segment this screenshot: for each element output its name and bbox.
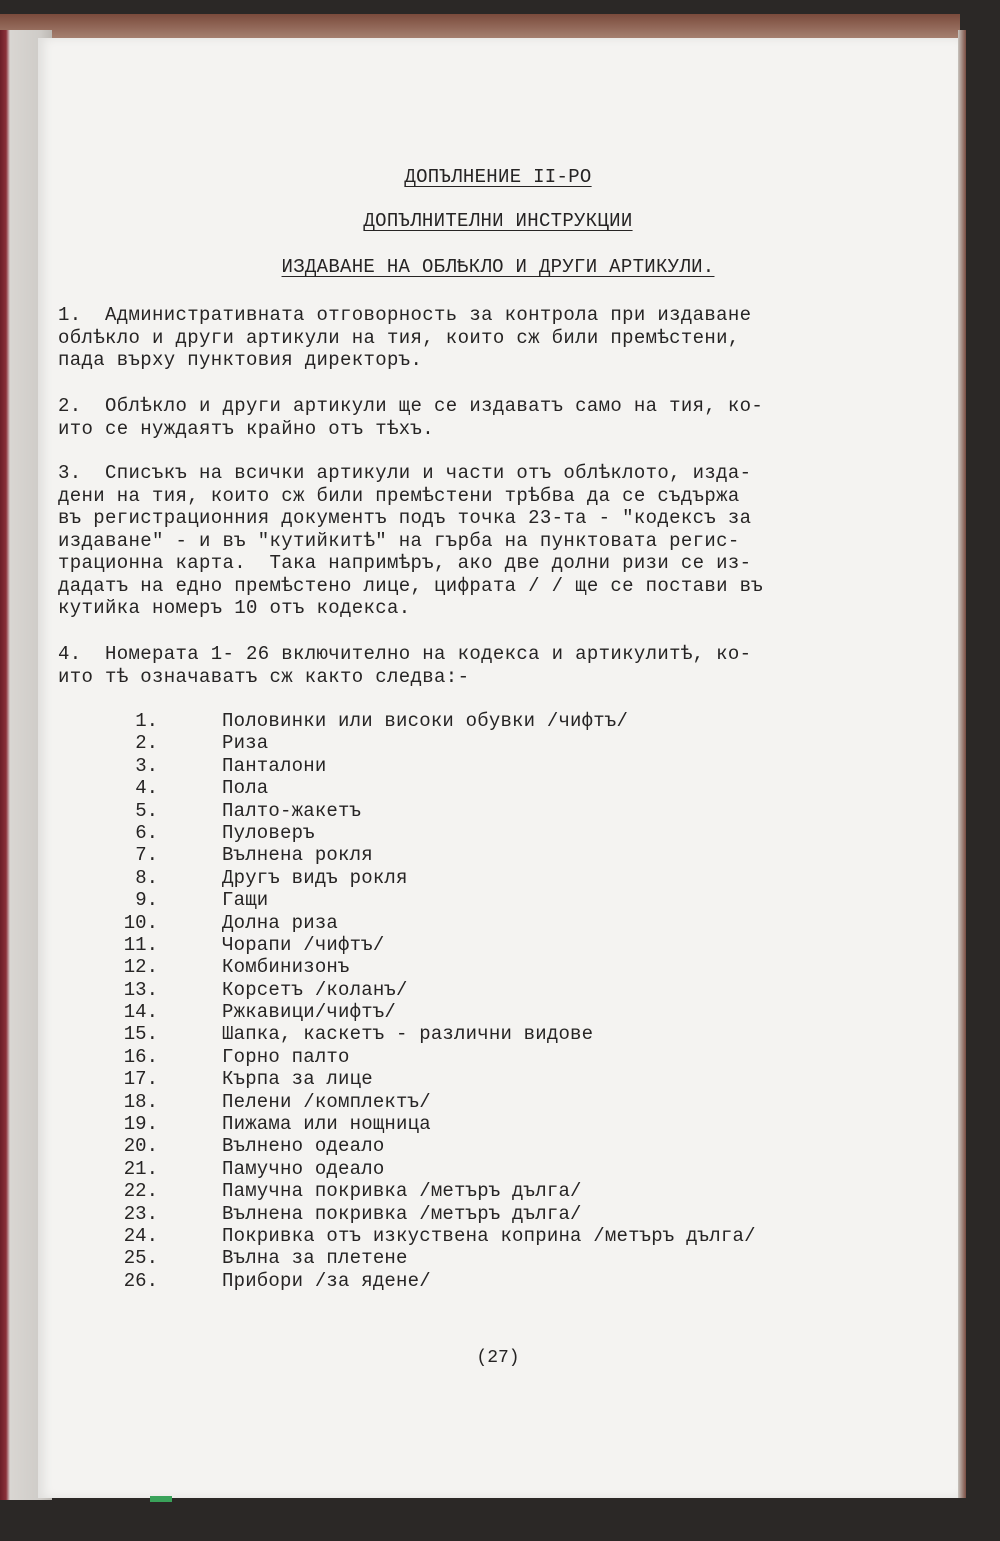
item-number: 10. xyxy=(123,911,158,934)
paragraph-1 xyxy=(58,304,918,372)
list-item xyxy=(118,912,918,934)
item-number: 13. xyxy=(123,978,158,1001)
list-item xyxy=(118,1068,918,1090)
list-item xyxy=(118,1113,918,1135)
document-page xyxy=(38,38,958,1498)
paragraph-4 xyxy=(58,643,918,688)
instructions-heading: ДОПЪЛНИТЕЛНИ ИНСТРУКЦИИ xyxy=(363,210,633,232)
item-text: Другъ видъ рокля xyxy=(222,866,408,889)
item-text: Пелени /комплектъ/ xyxy=(222,1090,431,1113)
paragraph-line: облѣкло и други артикули на тия, които сж били премѣстени, xyxy=(58,326,740,349)
item-text: Половинки или високи обувки /чифтъ/ xyxy=(222,710,629,732)
paragraph-line: дени на тия, които сж били премѣстени трѣбва да се съдържа xyxy=(58,484,740,507)
item-text: Гащи xyxy=(222,889,269,912)
list-item xyxy=(118,1203,918,1225)
item-text: Риза xyxy=(222,732,269,755)
item-number: 15. xyxy=(123,1023,158,1046)
item-number: 11. xyxy=(123,933,158,956)
page-number: (27) xyxy=(476,1348,520,1368)
item-text: Горно палто xyxy=(222,1045,350,1068)
list-item xyxy=(118,1135,918,1157)
item-text: Комбинизонъ xyxy=(222,956,350,979)
list-item xyxy=(118,889,918,911)
item-number: 12. xyxy=(123,956,158,979)
paragraph-line: въ регистрационния документъ подъ точка 23-та - "кодексъ за xyxy=(58,507,752,529)
list-item xyxy=(118,956,918,978)
paragraph-line: трационна карта. Така напримѣръ, ако две долни ризи се из- xyxy=(58,552,752,574)
item-number: 18. xyxy=(123,1090,158,1113)
list-item xyxy=(118,1001,918,1023)
code-items-list xyxy=(118,710,918,1292)
item-number: 9. xyxy=(135,889,158,912)
item-number: 6. xyxy=(135,821,158,844)
paragraph-line: пада върху пунктовия директоръ. xyxy=(58,349,423,371)
list-item xyxy=(118,844,918,866)
item-number: 20. xyxy=(123,1135,158,1158)
paragraph-line: 4. Номерата 1- 26 включително на кодекса и артикулитѣ, ко- xyxy=(58,643,752,665)
item-text: Панталони xyxy=(222,754,327,777)
book-top-edge xyxy=(0,14,960,40)
item-text: Памучно одеало xyxy=(222,1157,385,1180)
item-text: Ржкавици/чифтъ/ xyxy=(222,1001,397,1024)
list-item xyxy=(118,755,918,777)
paragraph-line: издаване" - и въ "кутийкитѣ" на гърба на пунктовата регис- xyxy=(58,529,740,552)
item-number: 5. xyxy=(135,799,158,822)
list-item xyxy=(118,867,918,889)
paragraph-line: 3. Списъкъ на всички артикули и части отъ облѣклото, изда- xyxy=(58,462,752,484)
paragraph-line: ито тѣ означаватъ сж както следва:- xyxy=(58,665,470,688)
item-text: Памучна покривка /метъръ дълга/ xyxy=(222,1180,582,1203)
list-item xyxy=(118,1247,918,1269)
list-item xyxy=(118,1091,918,1113)
item-number: 1. xyxy=(135,710,158,732)
paragraph-line: дадатъ на едно премѣстено лице, цифрата / / ще се постави въ xyxy=(58,574,764,597)
list-item xyxy=(118,777,918,799)
paragraph-line: кутийка номеръ 10 отъ кодекса. xyxy=(58,597,411,619)
list-item xyxy=(118,934,918,956)
green-mark xyxy=(150,1496,172,1502)
item-text: Вълна за плетене xyxy=(222,1247,408,1270)
list-item xyxy=(118,979,918,1001)
item-number: 19. xyxy=(123,1113,158,1136)
item-text: Прибори /за ядене/ xyxy=(222,1269,431,1292)
item-number: 3. xyxy=(135,754,158,777)
item-text: Пижама или нощница xyxy=(222,1113,431,1136)
item-number: 8. xyxy=(135,866,158,889)
list-item xyxy=(118,732,918,754)
paragraph-line: 1. Административната отговорность за контрола при издаване xyxy=(58,304,752,326)
list-item xyxy=(118,1270,918,1292)
item-text: Чорапи /чифтъ/ xyxy=(222,933,385,956)
item-number: 17. xyxy=(123,1068,158,1091)
item-text: Долна риза xyxy=(222,911,339,934)
list-item xyxy=(118,1046,918,1068)
item-number: 4. xyxy=(135,777,158,800)
paragraph-line: ито се нуждаятъ крайно отъ тѣхъ. xyxy=(58,417,435,440)
item-text: Вълнено одеало xyxy=(222,1135,385,1158)
item-number: 24. xyxy=(123,1224,158,1247)
item-number: 14. xyxy=(123,1001,158,1024)
supplement-heading: ДОПЪЛНЕНИЕ II-РО xyxy=(404,166,592,188)
item-text: Кърпа за лице xyxy=(222,1068,373,1091)
item-text: Пуловеръ xyxy=(222,821,315,844)
item-number: 2. xyxy=(135,732,158,755)
item-text: Шапка, каскетъ - различни видове xyxy=(222,1023,594,1046)
item-number: 22. xyxy=(123,1180,158,1203)
item-text: Палто-жакетъ xyxy=(222,799,362,822)
item-text: Покривка отъ изкуствена коприна /метъръ дълга/ xyxy=(222,1224,756,1247)
item-text: Вълнена рокля xyxy=(222,844,373,867)
item-number: 25. xyxy=(123,1247,158,1270)
book-right-edge xyxy=(958,30,966,1498)
list-item xyxy=(118,800,918,822)
item-number: 23. xyxy=(123,1202,158,1225)
list-item xyxy=(118,1023,918,1045)
item-text: Вълнена покривка /метъръ дълга/ xyxy=(222,1202,582,1225)
paragraph-2 xyxy=(58,395,918,440)
subject-heading: ИЗДАВАНЕ НА ОБЛѢКЛО И ДРУГИ АРТИКУЛИ. xyxy=(281,256,715,278)
item-number: 26. xyxy=(123,1269,158,1292)
list-item xyxy=(118,1158,918,1180)
list-item xyxy=(118,710,918,732)
item-text: Корсетъ /коланъ/ xyxy=(222,978,408,1001)
paragraph-3 xyxy=(58,462,918,620)
item-number: 7. xyxy=(135,844,158,867)
list-item xyxy=(118,1225,918,1247)
item-text: Пола xyxy=(222,777,269,800)
item-number: 21. xyxy=(123,1157,158,1180)
list-item xyxy=(118,822,918,844)
item-number: 16. xyxy=(123,1045,158,1068)
paragraph-line: 2. Облѣкло и други артикули ще се издаватъ само на тия, ко- xyxy=(58,395,764,417)
list-item xyxy=(118,1180,918,1202)
